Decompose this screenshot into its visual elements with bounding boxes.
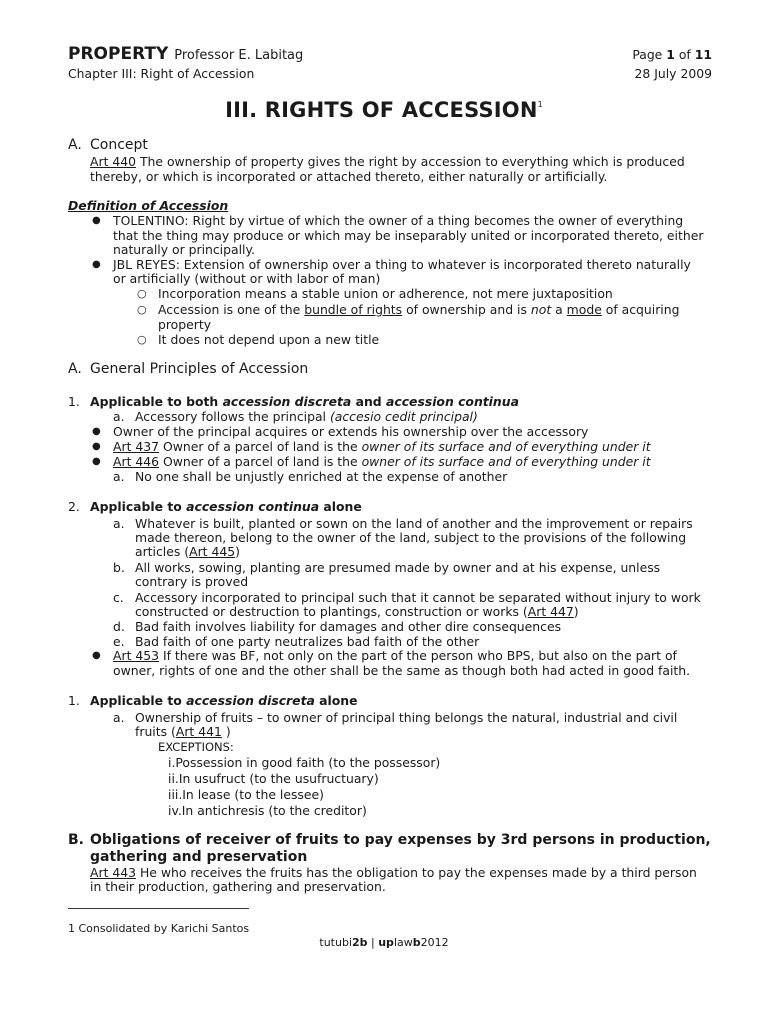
document-date: 28 July 2009 bbox=[634, 66, 712, 81]
list-label: a. bbox=[113, 409, 125, 424]
subsection-continua-heading: Applicable to accession continua alone bbox=[90, 499, 362, 514]
list-label: d. bbox=[113, 619, 125, 634]
circle-bullet-icon: ○ bbox=[137, 333, 147, 346]
page-number: 1 bbox=[666, 47, 675, 62]
definition-sub-item: It does not depend upon a new title bbox=[158, 332, 380, 347]
article-ref: Art 443 bbox=[90, 865, 137, 880]
article-ref: Art 446 bbox=[113, 454, 160, 469]
list-item: Whatever is built, planted or sown on the land of another and the improvement or repairs bbox=[135, 516, 693, 531]
bullet-icon: ● bbox=[92, 215, 101, 226]
article-ref: Art 445 bbox=[189, 544, 236, 559]
bullet-icon: ● bbox=[92, 259, 101, 270]
concept-text-line: thereby, or which is incorporated or attached thereto, either naturally or artificially. bbox=[90, 169, 608, 184]
exception-item: iv.In antichresis (to the creditor) bbox=[168, 803, 367, 818]
footnote: 1 Consolidated by Karichi Santos bbox=[68, 922, 250, 935]
list-item: made thereon, belong to the owner of the land, subject to the provisions of the following bbox=[135, 530, 687, 545]
list-item: Art 453 If there was BF, not only on the part of the person who BPS, but also on the part of bbox=[113, 648, 677, 663]
bullet-icon: ● bbox=[92, 441, 101, 452]
list-label: a. bbox=[113, 710, 125, 725]
obligations-text-line: Art 443 He who receives the fruits has the obligation to pay the expenses made by a third person bbox=[90, 865, 697, 880]
bullet-icon: ● bbox=[92, 650, 101, 661]
bullet-icon: ● bbox=[92, 426, 101, 437]
list-item: fruits (Art 441 ) bbox=[135, 724, 231, 739]
list-number: 1. bbox=[68, 693, 80, 708]
list-item: Bad faith involves liability for damages and other dire consequences bbox=[135, 619, 562, 634]
exception-item: iii.In lease (to the lessee) bbox=[168, 787, 324, 802]
section-concept-heading: A. Concept bbox=[68, 137, 148, 153]
list-item: Accessory incorporated to principal such that it cannot be separated without injury to work bbox=[135, 590, 701, 605]
list-item: All works, sowing, planting are presumed made by owner and at his expense, unless bbox=[135, 560, 661, 575]
page-total: 11 bbox=[694, 47, 712, 62]
list-item: owner, rights of one and the other shall be the same as though both had acted in good faith. bbox=[113, 663, 691, 678]
exception-item: i.Possession in good faith (to the possessor) bbox=[168, 755, 441, 770]
course-title bbox=[68, 44, 303, 64]
list-item: No one shall be unjustly enriched at the expense of another bbox=[135, 469, 508, 484]
list-item: contrary is proved bbox=[135, 574, 249, 589]
definition-tolentino: TOLENTINO: Right by virtue of which the owner of a thing becomes the owner of everything bbox=[113, 213, 684, 228]
professor-name: Professor E. Labitag bbox=[174, 48, 304, 63]
list-number: 2. bbox=[68, 499, 80, 514]
definition-jbl: or artificially (without or with labor of man) bbox=[113, 271, 381, 286]
bullet-icon: ● bbox=[92, 456, 101, 467]
list-label: e. bbox=[113, 634, 125, 649]
definition-sub-item: Incorporation means a stable union or adherence, not mere juxtaposition bbox=[158, 286, 613, 301]
list-item: Art 437 Owner of a parcel of land is the owner of its surface and of everything under it bbox=[113, 439, 651, 454]
definition-tolentino: that the thing may produce or which may be inseparably united or incorporated thereto, either bbox=[113, 228, 704, 243]
chapter-label: Chapter III: Right of Accession bbox=[68, 66, 255, 81]
course-name: PROPERTY bbox=[68, 44, 169, 64]
list-item: Ownership of fruits – to owner of principal thing belongs the natural, industrial and civil bbox=[135, 710, 678, 725]
list-label: c. bbox=[113, 590, 124, 605]
footnote-ref: 1 bbox=[537, 100, 543, 109]
list-item: Owner of the principal acquires or extends his ownership over the accessory bbox=[113, 424, 589, 439]
section-obligations-heading: B. Obligations of receiver of fruits to pay expenses by 3rd persons in production, bbox=[68, 832, 711, 848]
definition-sub-item: property bbox=[158, 317, 212, 332]
article-ref: Art 447 bbox=[527, 604, 574, 619]
article-ref: Art 440 bbox=[90, 154, 137, 169]
list-item: constructed or destruction to plantings, construction or works (Art 447) bbox=[135, 604, 579, 619]
exceptions-label: EXCEPTIONS: bbox=[158, 740, 234, 754]
list-label: a. bbox=[113, 469, 125, 484]
definition-sub-item: Accession is one of the bundle of rights of ownership and is not a mode of acquiring bbox=[158, 302, 680, 317]
circle-bullet-icon: ○ bbox=[137, 287, 147, 300]
exception-item: ii.In usufruct (to the usufructuary) bbox=[168, 771, 379, 786]
list-item: Art 446 Owner of a parcel of land is the owner of its surface and of everything under it bbox=[113, 454, 651, 469]
article-ref: Art 453 bbox=[113, 648, 160, 663]
section-obligations-heading: gathering and preservation bbox=[90, 849, 308, 865]
list-item: articles (Art 445) bbox=[135, 544, 240, 559]
concept-text-line: Art 440 The ownership of property gives the right by accession to everything which is produced bbox=[90, 154, 685, 169]
page-indicator: Page 1 of 11 bbox=[632, 47, 712, 62]
list-item: Bad faith of one party neutralizes bad faith of the other bbox=[135, 634, 480, 649]
subsection-both-heading: Applicable to both accession discreta and accession continua bbox=[90, 394, 519, 409]
obligations-text-line: in their production, gathering and preservation. bbox=[90, 879, 386, 894]
article-ref: Art 437 bbox=[113, 439, 160, 454]
list-number: 1. bbox=[68, 394, 80, 409]
definition-heading: Definition of Accession bbox=[68, 198, 229, 213]
definition-tolentino: naturally or principally. bbox=[113, 242, 255, 257]
list-label: b. bbox=[113, 560, 125, 575]
definition-jbl: JBL REYES: Extension of ownership over a thing to whatever is incorporated thereto naturally bbox=[113, 257, 691, 272]
list-label: a. bbox=[113, 516, 125, 531]
list-item: Accessory follows the principal (accesio cedit principal) bbox=[135, 409, 478, 424]
subsection-discreta-heading: Applicable to accession discreta alone bbox=[90, 693, 358, 708]
section-general-heading: A. General Principles of Accession bbox=[68, 361, 309, 377]
page-title: III. RIGHTS OF ACCESSION$^1$ bbox=[225, 98, 543, 122]
article-ref: Art 441 bbox=[175, 724, 222, 739]
footnote-divider bbox=[68, 908, 249, 909]
circle-bullet-icon: ○ bbox=[137, 303, 147, 316]
page-footer: tutubi2b | uplawb2012 bbox=[319, 936, 449, 949]
